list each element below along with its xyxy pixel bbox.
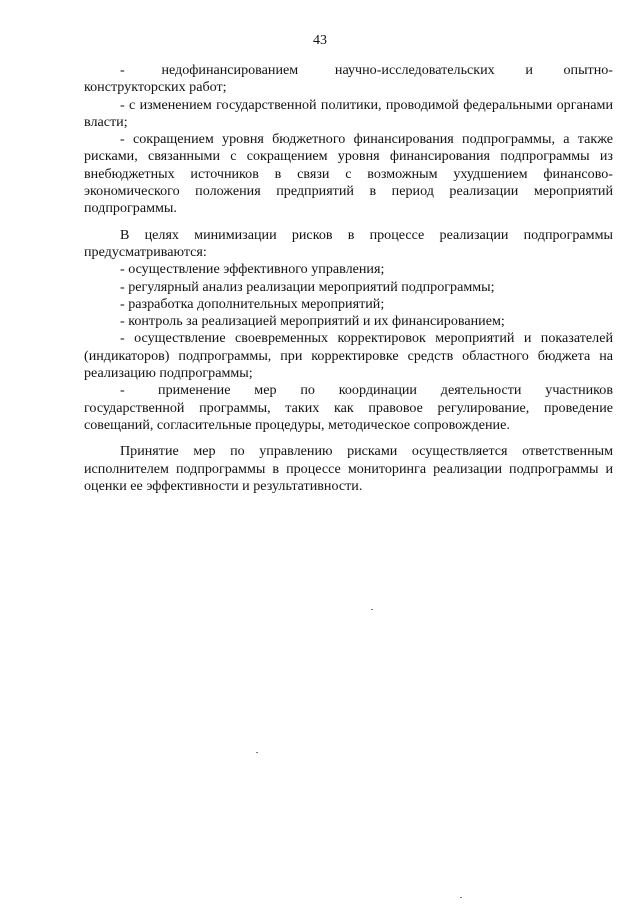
- paragraph-policy-change: - с изменением государственной политики, проводимой федеральными органами власти;: [84, 96, 613, 130]
- paragraph-risk-minimization-intro: В целях минимизации рисков в процессе реализации подпрограммы предусматриваются:: [84, 226, 613, 260]
- paragraph-additional-measures: - разработка дополнительных мероприятий;: [120, 295, 385, 312]
- scan-speck: [256, 752, 258, 753]
- paragraph-budget-reduction: - сокращением уровня бюджетного финансирования подпрограммы, а также рисками, связанными с сокращением уровня финансирования подпрограммы из внебюджетных источников в связи с возможным ухудшением финансово-экономического положения предприятий в период реализации мероприятий подпрограммы.: [84, 131, 613, 217]
- scan-speck: [460, 897, 462, 898]
- paragraph-risk-management-conclusion: Принятие мер по управлению рисками осуществляется ответственным исполнителем подпрограммы в процессе мониторинга реализации подпрограммы и оценки ее эффективности и результативности.: [84, 443, 613, 494]
- paragraph-implementation-control: - контроль за реализацией мероприятий и их финансированием;: [120, 313, 505, 330]
- paragraph-regular-analysis: - регулярный анализ реализации мероприятий подпрограммы;: [120, 278, 495, 295]
- document-body: [84, 62, 613, 495]
- scan-speck: [371, 609, 373, 610]
- page-number: 43: [313, 33, 327, 48]
- paragraph-effective-management: - осуществление эффективного управления;: [120, 261, 385, 278]
- paragraph-timely-adjustments: - осуществление своевременных корректировок мероприятий и показателей (индикаторов) подпрограммы, при корректировке средств областного бюджета на реализацию подпрограммы;: [84, 330, 613, 382]
- paragraph-coordination-measures: - применение мер по координации деятельности участников государственной программы, таких как правовое регулирование, проведение совещаний, согласительные процедуры, методическое сопровождение.: [84, 382, 613, 433]
- paragraph-underfunding-research: - недофинансированием научно-исследовательских и опытно-конструкторских работ;: [84, 62, 613, 96]
